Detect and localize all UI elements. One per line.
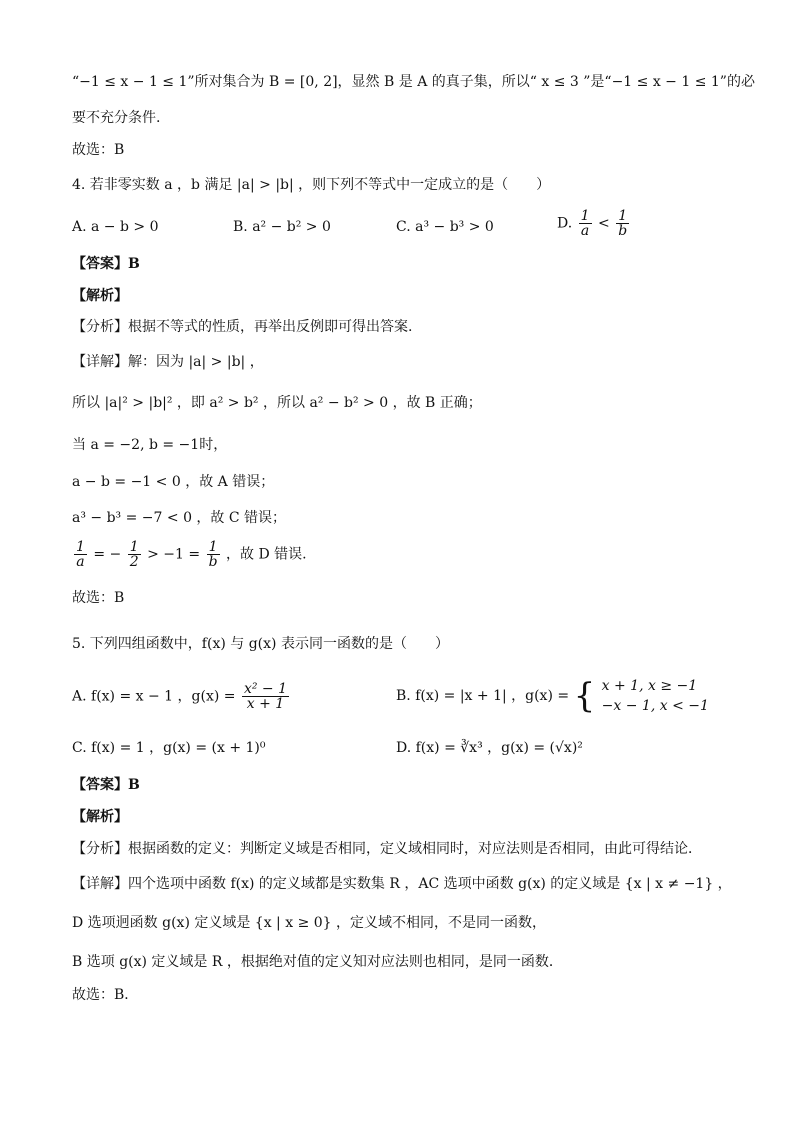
q4-choose: 故选：B — [72, 590, 125, 606]
operator: > −1 = — [147, 546, 201, 563]
q5-stem: 5. 下列四组函数中，f(x) 与 g(x) 表示同一函数的是（ ） — [72, 636, 449, 652]
fraction — [242, 682, 289, 711]
fraction — [74, 540, 87, 569]
fraction — [579, 209, 592, 238]
q5-answer: 【答案】B — [72, 777, 140, 793]
q4-detail-3: 当 a = −2, b = −1时， — [72, 437, 228, 453]
q4-option-b: B. a² − b² > 0 — [233, 219, 331, 235]
q4-analysis-heading: 【解析】 — [72, 288, 128, 304]
denominator: b — [208, 554, 218, 570]
numerator: 1 — [616, 209, 629, 224]
q4-option-d-label: D. — [557, 215, 573, 232]
operator: = − — [93, 546, 122, 563]
q4-detail-4: a − b = −1 < 0 ，故 A 错误； — [72, 474, 275, 490]
q3-solution-line1: “−1 ≤ x − 1 ≤ 1”所对集合为 B = [0, 2]，显然 B 是 A 的真子集，所以“ x ≤ 3 ”是“−1 ≤ x − 1 ≤ 1”的必 — [72, 74, 755, 90]
q5-detail-2: D 选项迥函数 g(x) 定义域是 {x | x ≥ 0} ，定义域不相同，不是同一函数， — [72, 915, 547, 931]
q4-fenxi: 【分析】根据不等式的性质，再举出反例即可得出答案. — [72, 319, 413, 335]
q5-detail-1: 【详解】四个选项中函数 f(x) 的定义域都是实数集 R ，AC 选项中函数 g(x) 的定义域是 {x | x ≠ −1} ， — [72, 876, 732, 892]
q4-answer: 【答案】B — [72, 256, 140, 272]
case-1: x + 1, x ≥ −1 — [601, 678, 698, 694]
case-2: −x − 1, x < −1 — [601, 698, 709, 714]
q5-choose: 故选：B． — [72, 987, 139, 1003]
denominator: 2 — [129, 554, 139, 570]
q5-analysis-heading: 【解析】 — [72, 809, 128, 825]
fraction — [128, 540, 141, 569]
q5-option-a — [72, 682, 291, 711]
q4-option-c: C. a³ − b³ > 0 — [396, 219, 494, 235]
denominator: a — [580, 223, 590, 239]
q5-fenxi: 【分析】根据函数的定义：判断定义域是否相同，定义域相同时，对应法则是否相同，由此可得结论． — [72, 841, 702, 857]
numerator: 1 — [580, 208, 590, 224]
q4-stem: 4. 若非零实数 a ，b 满足 |a| > |b| ，则下列不等式中一定成立的是（ ） — [72, 177, 551, 193]
q4-detail-1: 【详解】解：因为 |a| > |b| ， — [72, 354, 264, 370]
q4-option-d — [557, 209, 631, 238]
q5-option-b-label: B. f(x) = |x + 1| ，g(x) = — [396, 688, 570, 704]
fraction — [207, 540, 220, 569]
q4-option-a: A. a − b > 0 — [72, 219, 159, 235]
numerator: 1 — [129, 539, 139, 555]
q4-detail-5: a³ − b³ = −7 < 0 ，故 C 错误； — [72, 510, 287, 526]
q4-detail-6 — [72, 540, 734, 569]
denominator: a — [76, 554, 85, 570]
fraction — [616, 209, 629, 238]
operator: < — [598, 215, 610, 232]
numerator: 1 — [76, 539, 85, 555]
piecewise-cases — [602, 676, 709, 716]
denominator: x + 1 — [246, 696, 285, 712]
left-brace-icon: { — [573, 676, 596, 716]
q5-detail-3: B 选项 g(x) 定义域是 R ，根据绝对值的定义知对应法则也相同，是同一函数． — [72, 954, 563, 970]
q5-option-b — [396, 676, 709, 716]
q4-detail-2: 所以 |a|² > |b|² ，即 a² > b² ，所以 a² − b² > 0 ，故 B 正确； — [72, 395, 482, 411]
q3-choose: 故选：B — [72, 142, 125, 158]
conclusion-text: ，故 D 错误. — [226, 546, 307, 563]
numerator: x² − 1 — [243, 681, 287, 697]
numerator: 1 — [207, 540, 220, 555]
q5-option-a-label: A. f(x) = x − 1 ，g(x) = — [72, 688, 236, 705]
q3-solution-line2: 要不充分条件. — [72, 110, 161, 126]
q5-option-c: C. f(x) = 1 ，g(x) = (x + 1)⁰ — [72, 740, 266, 756]
q5-option-d: D. f(x) = ∛x³ ，g(x) = (√x)² — [396, 740, 583, 756]
denominator: b — [618, 223, 628, 239]
